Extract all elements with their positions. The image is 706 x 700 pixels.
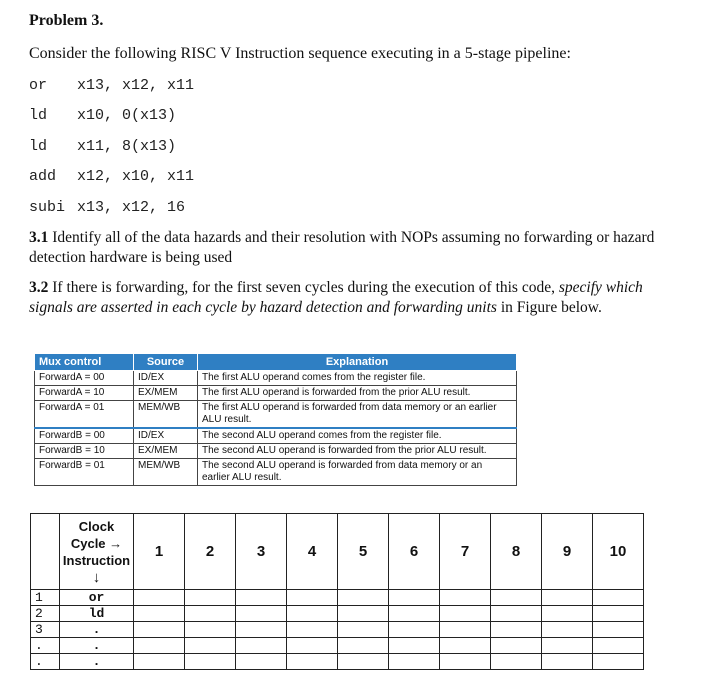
row-number: 3 xyxy=(31,622,60,638)
clock-cycle-header xyxy=(60,514,134,590)
pipeline-table-body xyxy=(31,590,644,670)
pipeline-cell[interactable] xyxy=(542,638,593,654)
pipeline-cell[interactable] xyxy=(542,622,593,638)
pipeline-cell[interactable] xyxy=(134,638,185,654)
question-3-1-number: 3.1 xyxy=(29,229,49,246)
code-operands: x13, x12, x11 xyxy=(77,77,195,94)
mux-cell-explanation: The first ALU operand comes from the register file. xyxy=(198,371,517,386)
row-instruction: ld xyxy=(60,606,134,622)
mux-cell-mux: ForwardB = 01 xyxy=(35,459,134,486)
pipeline-cell[interactable] xyxy=(236,606,287,622)
mux-row xyxy=(35,371,517,386)
question-3-1-text: Identify all of the data hazards and their resolution with NOPs assuming no forwarding or hazard detection hardware is being used xyxy=(29,229,655,266)
mux-table-body xyxy=(35,371,517,486)
code-opcode: ld xyxy=(29,107,48,124)
pipeline-cell[interactable] xyxy=(185,654,236,670)
clock-header-line2: Cycle → xyxy=(70,535,123,551)
row-instruction: . xyxy=(60,654,134,670)
code-operands: x12, x10, x11 xyxy=(77,168,195,185)
pipeline-cell[interactable] xyxy=(440,590,491,606)
pipeline-cell[interactable] xyxy=(542,654,593,670)
pipeline-cell[interactable] xyxy=(440,606,491,622)
pipeline-cell[interactable] xyxy=(287,590,338,606)
cycle-header: 4 xyxy=(287,514,338,590)
cycle-header: 3 xyxy=(236,514,287,590)
cycle-header: 1 xyxy=(134,514,185,590)
pipeline-cell[interactable] xyxy=(338,622,389,638)
pipeline-cell[interactable] xyxy=(593,590,644,606)
mux-header-source: Source xyxy=(134,354,198,371)
pipeline-cell[interactable] xyxy=(287,606,338,622)
pipeline-cell[interactable] xyxy=(491,622,542,638)
pipeline-corner-cell xyxy=(31,514,60,590)
code-operands: x10, 0(x13) xyxy=(77,107,177,124)
code-operands: x13, x12, 16 xyxy=(77,199,186,216)
row-instruction: . xyxy=(60,638,134,654)
code-line xyxy=(29,199,185,216)
pipeline-cell[interactable] xyxy=(542,606,593,622)
pipeline-cell[interactable] xyxy=(440,638,491,654)
pipeline-cell[interactable] xyxy=(338,638,389,654)
pipeline-cell[interactable] xyxy=(491,606,542,622)
mux-row xyxy=(35,444,517,459)
mux-control-table xyxy=(34,353,517,486)
question-3-1 xyxy=(29,228,669,268)
pipeline-row xyxy=(31,638,644,654)
pipeline-cell[interactable] xyxy=(440,622,491,638)
cycle-header: 7 xyxy=(440,514,491,590)
mux-row xyxy=(35,459,517,486)
mux-cell-explanation: The first ALU operand is forwarded from data memory or an earlier ALU result. xyxy=(198,401,517,429)
pipeline-cell[interactable] xyxy=(542,590,593,606)
cycle-header: 5 xyxy=(338,514,389,590)
pipeline-row xyxy=(31,606,644,622)
pipeline-cell[interactable] xyxy=(134,590,185,606)
mux-row xyxy=(35,386,517,401)
pipeline-cell[interactable] xyxy=(338,606,389,622)
mux-cell-source: ID/EX xyxy=(134,371,198,386)
code-line xyxy=(29,77,194,94)
pipeline-cell[interactable] xyxy=(338,654,389,670)
mux-cell-source: EX/MEM xyxy=(134,444,198,459)
cycle-header: 6 xyxy=(389,514,440,590)
code-opcode: add xyxy=(29,168,57,185)
pipeline-cell[interactable] xyxy=(338,590,389,606)
pipeline-cell[interactable] xyxy=(185,606,236,622)
mux-row xyxy=(35,428,517,444)
pipeline-header-row xyxy=(31,514,644,590)
pipeline-cell[interactable] xyxy=(236,638,287,654)
pipeline-row xyxy=(31,654,644,670)
pipeline-cell[interactable] xyxy=(389,606,440,622)
pipeline-cell[interactable] xyxy=(134,654,185,670)
mux-cell-source: MEM/WB xyxy=(134,401,198,429)
row-number: 1 xyxy=(31,590,60,606)
down-arrow-icon: ↓ xyxy=(92,568,101,586)
code-line xyxy=(29,138,176,155)
pipeline-cell[interactable] xyxy=(491,590,542,606)
pipeline-cell[interactable] xyxy=(491,638,542,654)
pipeline-cell[interactable] xyxy=(440,654,491,670)
mux-row xyxy=(35,401,517,429)
pipeline-cell[interactable] xyxy=(185,622,236,638)
mux-cell-mux: ForwardA = 01 xyxy=(35,401,134,429)
mux-cell-mux: ForwardB = 10 xyxy=(35,444,134,459)
pipeline-cell[interactable] xyxy=(593,654,644,670)
pipeline-cell[interactable] xyxy=(236,654,287,670)
pipeline-table xyxy=(30,513,644,670)
pipeline-cell[interactable] xyxy=(389,654,440,670)
pipeline-cell[interactable] xyxy=(134,622,185,638)
pipeline-cell[interactable] xyxy=(593,638,644,654)
pipeline-cell[interactable] xyxy=(185,638,236,654)
mux-cell-mux: ForwardA = 00 xyxy=(35,371,134,386)
question-3-2-number: 3.2 xyxy=(29,279,49,296)
code-line xyxy=(29,168,194,185)
row-number: . xyxy=(31,638,60,654)
pipeline-cell[interactable] xyxy=(389,622,440,638)
pipeline-cell[interactable] xyxy=(236,622,287,638)
question-3-2 xyxy=(29,278,669,318)
code-opcode: ld xyxy=(29,138,48,155)
code-operands: x11, 8(x13) xyxy=(77,138,177,155)
code-opcode: or xyxy=(29,77,48,94)
code-line xyxy=(29,107,176,124)
mux-cell-explanation: The second ALU operand is forwarded from the prior ALU result. xyxy=(198,444,517,459)
pipeline-cell[interactable] xyxy=(491,654,542,670)
mux-cell-explanation: The second ALU operand comes from the register file. xyxy=(198,428,517,444)
clock-header-line1: Clock xyxy=(78,518,115,534)
pipeline-cell[interactable] xyxy=(134,606,185,622)
mux-cell-mux: ForwardB = 00 xyxy=(35,428,134,444)
mux-header-control: Mux control xyxy=(35,354,134,371)
cycle-header: 8 xyxy=(491,514,542,590)
pipeline-cell[interactable] xyxy=(593,622,644,638)
intro-text: Consider the following RISC V Instruction sequence executing in a 5-stage pipeline: xyxy=(29,45,571,62)
row-number: . xyxy=(31,654,60,670)
problem-title: Problem 3. xyxy=(29,12,104,29)
pipeline-cell[interactable] xyxy=(389,590,440,606)
mux-header-row xyxy=(35,354,517,371)
question-3-2-text-italic: specify which signals are asserted in each cycle by hazard detection and forwarding units xyxy=(29,279,643,316)
mux-cell-explanation: The first ALU operand is forwarded from the prior ALU result. xyxy=(198,386,517,401)
mux-cell-source: ID/EX xyxy=(134,428,198,444)
pipeline-cell[interactable] xyxy=(236,590,287,606)
pipeline-cell[interactable] xyxy=(593,606,644,622)
question-3-2-text-a: If there is forwarding, for the first seven cycles during the execution of this code, xyxy=(52,279,555,296)
mux-cell-source: EX/MEM xyxy=(134,386,198,401)
pipeline-cell[interactable] xyxy=(185,590,236,606)
row-instruction: . xyxy=(60,622,134,638)
clock-header-line3: Instruction xyxy=(62,552,131,568)
code-opcode: subi xyxy=(29,199,66,216)
mux-cell-source: MEM/WB xyxy=(134,459,198,486)
cycle-header: 2 xyxy=(185,514,236,590)
question-3-2-text-b: in Figure below. xyxy=(500,299,602,316)
mux-cell-mux: ForwardA = 10 xyxy=(35,386,134,401)
pipeline-row xyxy=(31,622,644,638)
pipeline-cell[interactable] xyxy=(287,654,338,670)
pipeline-row xyxy=(31,590,644,606)
mux-header-explanation: Explanation xyxy=(198,354,517,371)
pipeline-cell[interactable] xyxy=(287,622,338,638)
cycle-header: 10 xyxy=(593,514,644,590)
row-number: 2 xyxy=(31,606,60,622)
pipeline-cell[interactable] xyxy=(287,638,338,654)
cycle-header: 9 xyxy=(542,514,593,590)
pipeline-cell[interactable] xyxy=(389,638,440,654)
row-instruction: or xyxy=(60,590,134,606)
mux-cell-explanation: The second ALU operand is forwarded from data memory or an earlier ALU result. xyxy=(198,459,517,486)
